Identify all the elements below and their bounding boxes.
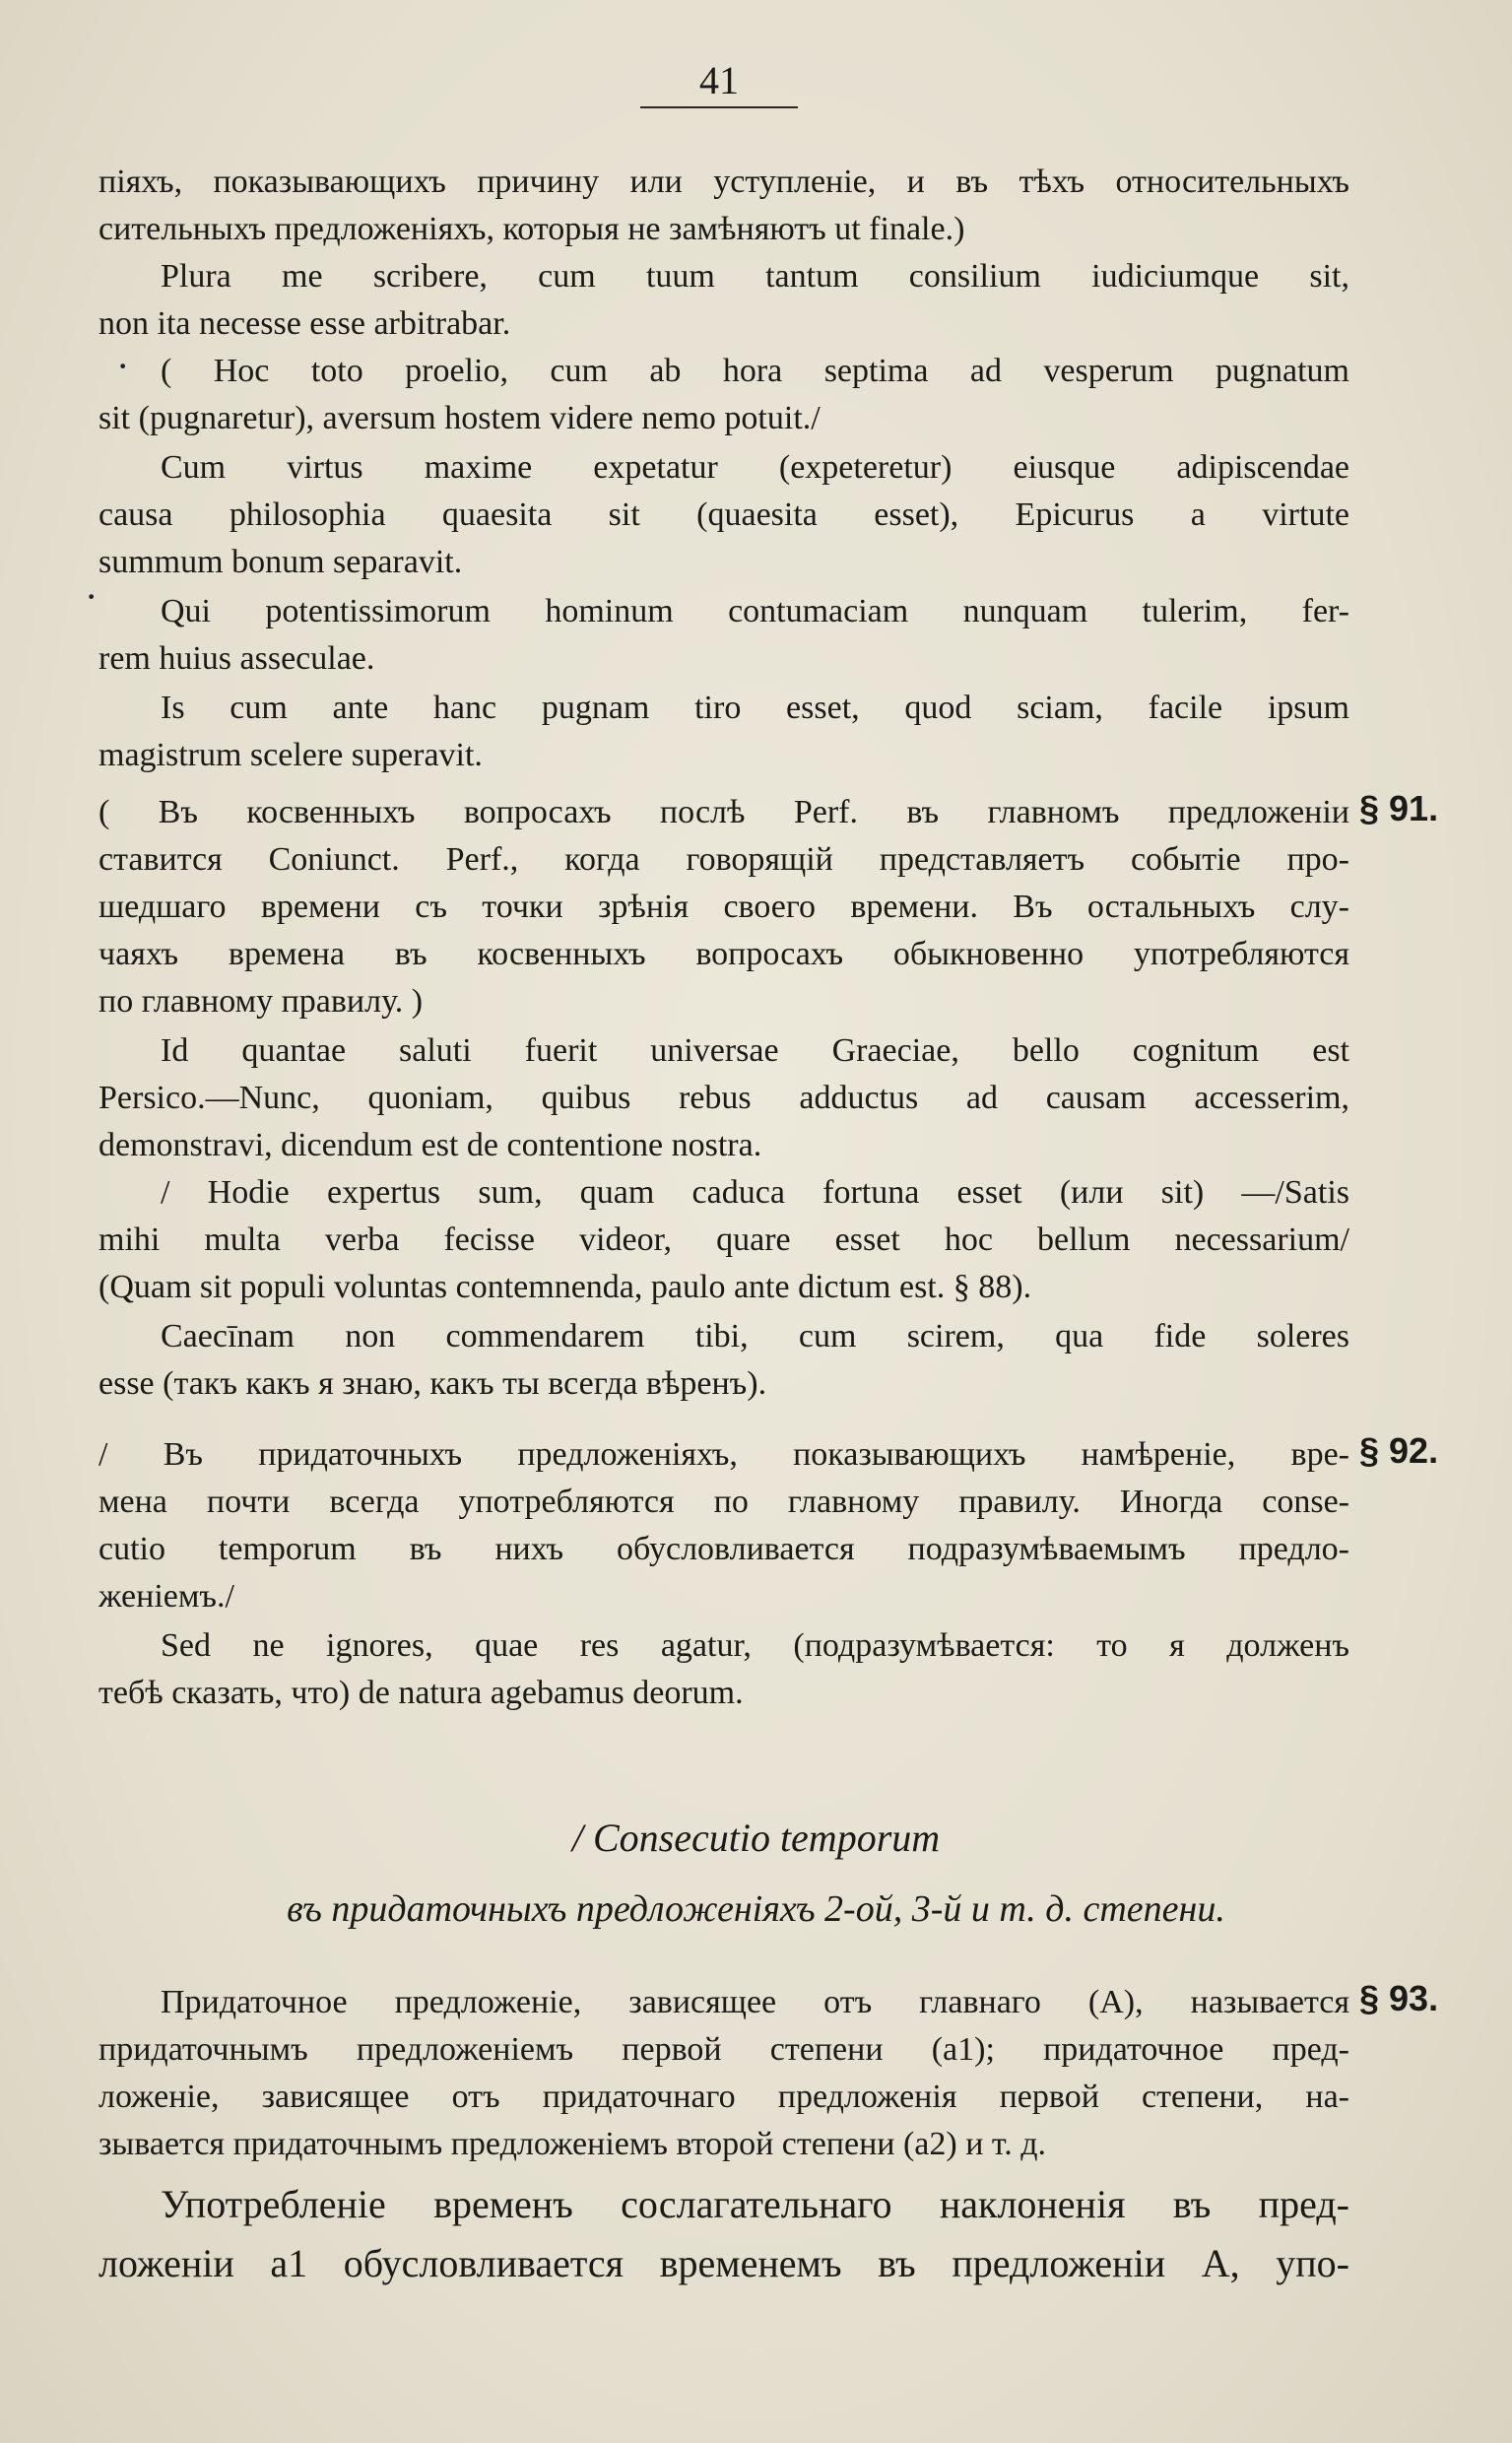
text-line: ( Въ косвенныхъ вопросахъ послѣ Perf. въ главномъ предложеніи [99, 794, 1349, 830]
text-line: / Въ придаточныхъ предложеніяхъ, показывающихъ намѣреніе, вре- [99, 1436, 1349, 1473]
text-line: ложеніи a1 обусловливается временемъ въ предложеніи A, упо- [99, 2241, 1349, 2285]
text-line: Cum virtus maxime expetatur (expeteretur) eiusque adipiscendae [161, 449, 1349, 486]
text-line: Придаточное предложеніе, зависящее отъ главнаго (A), называется [161, 1984, 1349, 2020]
section-number: § 93. [1359, 1978, 1439, 2018]
text-line: demonstravi, dicendum est de contentione nostra. [99, 1127, 762, 1163]
text-line: сительныхъ предложеніяхъ, которыя не замѣняютъ ut finale.) [99, 211, 965, 247]
text-line: Persico.—Nunc, quoniam, quibus rebus adductus ad causam accesserim, [99, 1080, 1349, 1116]
section-number: § 91. [1359, 788, 1439, 828]
text-line: женіемъ./ [99, 1578, 234, 1615]
text-line: піяхъ, показывающихъ причину или уступленіе, и въ тѣхъ относительныхъ [99, 164, 1349, 200]
text-line: Is cum ante hanc pugnam tiro esset, quod sciam, facile ipsum [161, 690, 1349, 726]
text-line: ставится Coniunct. Perf., когда говорящій представляетъ событіе про- [99, 841, 1349, 878]
text-line: Caecīnam non commendarem tibi, cum scirem, qua fide soleres [161, 1318, 1349, 1354]
text-line: (Quam sit populi voluntas contemnenda, paulo ante dictum est. § 88). [99, 1269, 1032, 1305]
text-line: / Hodie expertus sum, quam caduca fortuna esset (или sit) —/Satis [161, 1174, 1349, 1211]
text-line: causa philosophia quaesita sit (quaesita esset), Epicurus a virtute [99, 496, 1349, 533]
text-line: зывается придаточнымъ предложеніемъ второй степени (a2) и т. д. [99, 2126, 1047, 2162]
text-line: Употребленіе временъ сослагательнаго наклоненія въ пред- [161, 2182, 1349, 2226]
text-line: Sed ne ignores, quae res agatur, (подразумѣвается: то я долженъ [161, 1627, 1349, 1664]
text-line: придаточнымъ предложеніемъ первой степени (a1); придаточное пред- [99, 2031, 1349, 2068]
text-line: cutio temporum въ нихъ обусловливается подразумѣваемымъ предло- [99, 1531, 1349, 1567]
text-line: esse (такъ какъ я знаю, какъ ты всегда вѣренъ). [99, 1365, 767, 1402]
section-heading-line-2: въ придаточныхъ предложеніяхъ 2-ой, 3-й и т. д. степени. [287, 1888, 1225, 1930]
text-line: шедшаго времени съ точки зрѣнія своего времени. Въ остальныхъ слу- [99, 889, 1349, 925]
page-number-rule [640, 106, 798, 108]
text-line: ложеніе, зависящее отъ придаточнаго предложенія первой степени, на- [99, 2079, 1349, 2115]
text-line: sit (pugnaretur), aversum hostem videre nemo potuit./ [99, 400, 821, 436]
text-line: тебѣ сказать, что) de natura agebamus deorum. [99, 1675, 744, 1711]
section-heading-line-1: / Consecutio temporum [571, 1816, 941, 1860]
text-line: rem huius asseculae. [99, 640, 375, 677]
text-line: Id quantae saluti fuerit universae Graeciae, bello cognitum est [161, 1032, 1349, 1069]
text-line: чаяхъ времена въ косвенныхъ вопросахъ обыкновенно употребляются [99, 936, 1349, 972]
text-line: summum bonum separavit. [99, 544, 463, 580]
text-line: по главному правилу. ) [99, 983, 424, 1020]
text-line: Plura me scribere, cum tuum tantum consilium iudiciumque sit, [161, 258, 1349, 295]
text-line: magistrum scelere superavit. [99, 737, 483, 773]
text-line: мена почти всегда употребляются по главному правилу. Иногда conse- [99, 1484, 1349, 1520]
page-number: 41 [699, 58, 739, 102]
section-number: § 92. [1359, 1430, 1439, 1471]
text-line: mihi multa verba fecisse videor, quare esset hoc bellum necessarium/ [99, 1222, 1349, 1258]
text-line: ( Hoc toto proelio, cum ab hora septima ad vesperum pugnatum [161, 353, 1349, 389]
pencil-mark-icon: · [85, 574, 99, 619]
pencil-mark-icon: · [116, 344, 130, 388]
text-line: Qui potentissimorum hominum contumaciam nunquam tulerim, fer- [161, 593, 1349, 629]
text-line: non ita necesse esse arbitrabar. [99, 305, 511, 342]
